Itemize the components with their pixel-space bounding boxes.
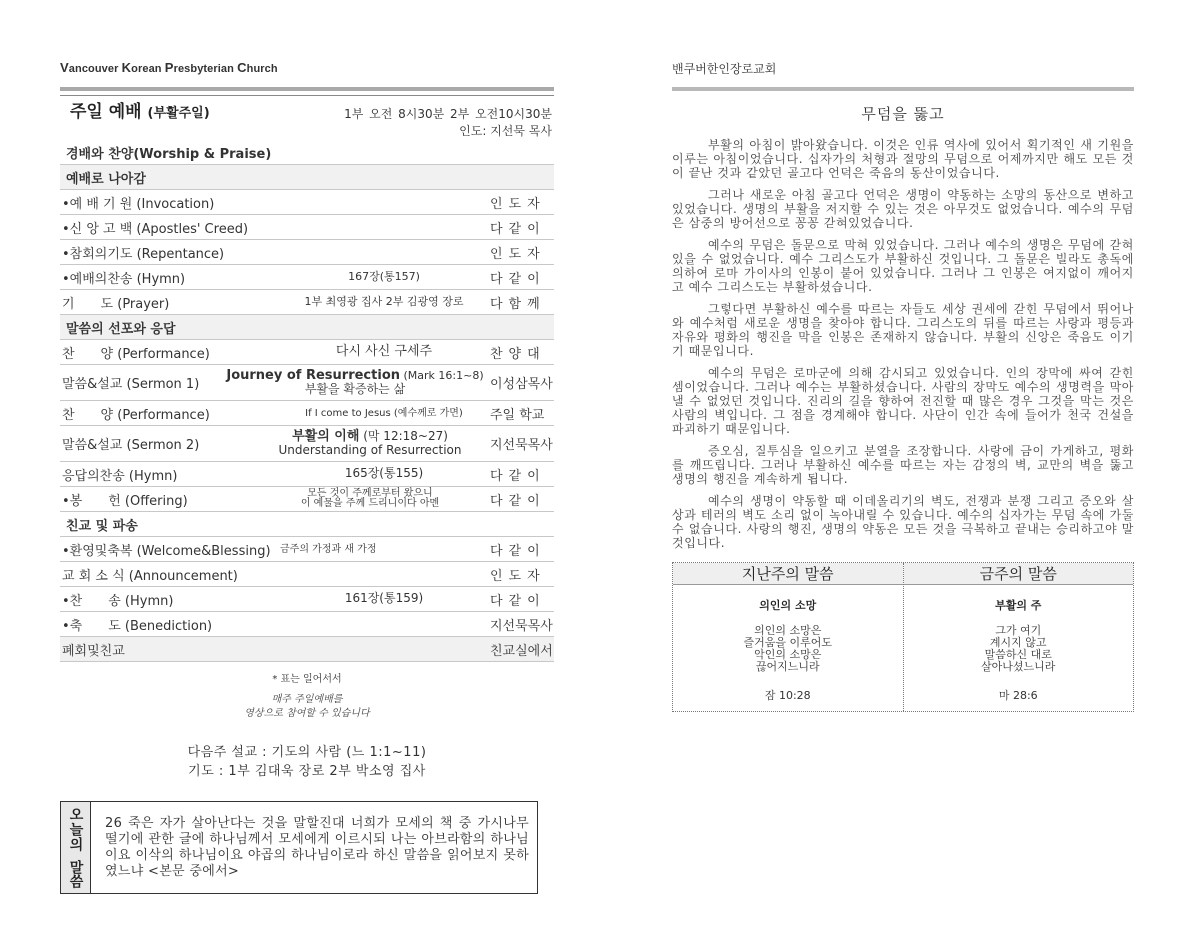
church-name-english: Vancouver Korean Presbyterian Church xyxy=(60,60,278,75)
program-item-person: 인도자 xyxy=(490,246,546,262)
worship-program xyxy=(60,95,554,662)
program-item-name: 교 회 소 식 (Announcement) xyxy=(62,568,238,584)
word-title: 의인의 소망 xyxy=(759,599,817,612)
program-item-name: •환영및축복 (Welcome&Blessing) xyxy=(62,543,271,559)
program-item-name: 찬 양 (Performance) xyxy=(62,346,210,362)
header-rule xyxy=(60,87,554,91)
program-item-person: 다같이 xyxy=(490,493,546,509)
program-row xyxy=(60,240,554,265)
program-item-detail: 161장(통159) xyxy=(344,591,424,606)
program-item-detail: 모든 것이 주께로부터 왔으니 이 예물을 주께 드리니이다 아멘 xyxy=(300,488,440,509)
program-item-detail: 부활의 이해 (막 12:18~27) Understanding of Resurrection xyxy=(278,428,462,458)
column-paragraph: 증오심, 질투심을 일으키고 분열을 조장합니다. 사랑에 금이 가게하고, 평화를 깨뜨립니다. 그러나 부활하신 예수를 따르는 자는 감정의 벽, 교만의 벽을 뚫고 생명의 행진을 계속하게 됩니다. xyxy=(672,444,1134,486)
program-item-name: 폐회및친교 xyxy=(62,643,125,659)
program-item-detail: Journey of Resurrection (Mark 16:1~8) 부활을 확증하는 삶 xyxy=(226,367,484,397)
section-heading: 말씀의 선포와 응답 xyxy=(60,315,554,340)
video-note: 매주 주일예배를 영상으로 참여할 수 있습니다 xyxy=(244,694,370,719)
weekly-words-table xyxy=(672,562,1134,712)
word-verse: 의인의 소망은 즐거움을 이루어도 악인의 소망은 끊어지느니라 xyxy=(743,624,832,673)
program-item-name: 기 도 (Prayer) xyxy=(62,296,170,312)
program-item-person: 다같이 xyxy=(490,468,546,484)
next-sermon: 다음주 설교 : 기도의 사람 (느 1:1~11) xyxy=(187,745,427,760)
column-title: 무덤을 뚫고 xyxy=(861,105,945,123)
word-verse: 그가 여기 계시지 않고 말씀하신 대로 살아나셨느니라 xyxy=(981,624,1056,673)
program-item-detail: If I come to Jesus (예수께로 가면) xyxy=(305,407,463,419)
program-row xyxy=(60,587,554,612)
program-item-person: 다같이 xyxy=(490,543,546,559)
next-week-info xyxy=(60,743,554,781)
program-row xyxy=(60,215,554,240)
program-item-name: •예 배 기 원 (Invocation) xyxy=(62,196,215,212)
program-item-person: 친교실에서 xyxy=(490,643,553,659)
section-heading: 경배와 찬양(Worship & Praise) xyxy=(60,140,554,165)
column-paragraph: 예수의 무덤은 돌문으로 막혀 있었습니다. 그러나 예수의 생명은 무덤에 갇혀 있을 수 없었습니다. 예수 그리스도가 부활하신 것입니다. 그 돌문은 빌라도 총독에 의하여 로마 가이사의 인봉이 붙어 있었습니다. 그러나 그 인봉은 여지없이 깨어지고 예수 그리스도는 부활하셨습니다. xyxy=(672,238,1134,294)
program-item-name: •봉 헌 (Offering) xyxy=(62,493,188,509)
last-week-word xyxy=(673,563,903,711)
program-row xyxy=(60,190,554,215)
service-leader: 인도: 지선묵 목사 xyxy=(459,124,552,138)
program-item-person: 인도자 xyxy=(490,568,546,584)
todays-word-box xyxy=(60,801,538,894)
program-row xyxy=(60,265,554,290)
program-item-person: 다같이 xyxy=(490,221,546,237)
program-row xyxy=(60,401,554,426)
program-item-name: 응답의찬송 (Hymn) xyxy=(62,468,178,484)
program-row xyxy=(60,562,554,587)
program-row xyxy=(60,637,554,662)
program-item-name: •축 도 (Benediction) xyxy=(62,618,213,634)
program-row xyxy=(60,290,554,315)
program-item-detail: 165장(통155) xyxy=(344,466,424,481)
section-heading: 예배로 나아감 xyxy=(60,165,554,190)
word-reference: 잠 10:28 xyxy=(764,689,811,702)
stand-note: * 표는 일어서서 xyxy=(272,674,342,685)
program-item-name: •찬 송 (Hymn) xyxy=(62,593,174,609)
program-item-name: •신 앙 고 백 (Apostles' Creed) xyxy=(62,221,249,237)
program-item-name: 말씀&설교 (Sermon 2) xyxy=(62,438,200,453)
program-item-person: 지선묵목사 xyxy=(490,438,553,453)
service-header xyxy=(60,96,554,122)
program-row xyxy=(60,612,554,637)
program-row xyxy=(60,365,554,401)
program-item-person: 다같이 xyxy=(490,271,546,287)
column-paragraph: 그렇다면 부활하신 예수를 따르는 자들도 세상 권세에 갇힌 무덤에서 뛰어나와 예수처럼 새로운 생명을 찾아야 합니다. 그리스도의 뒤를 따르는 사랑과 평등과 자유와 평화의 행진을 막을 인봉은 존재하지 않습니다. 부활의 신앙은 죽음도 이기기 때문입니다. xyxy=(672,302,1134,358)
program-row xyxy=(60,462,554,487)
program-row xyxy=(60,340,554,365)
word-reference: 마 28:6 xyxy=(998,689,1038,702)
header-rule xyxy=(672,87,1134,91)
program-item-person: 지선묵목사 xyxy=(490,618,553,634)
program-row xyxy=(60,426,554,462)
program-item-detail: 1부 최영광 집사 2부 김광영 장로 xyxy=(304,294,464,308)
program-item-person: 다같이 xyxy=(490,593,546,609)
program-item-name: 말씀&설교 (Sermon 1) xyxy=(62,377,200,392)
todays-word-text: 26 죽은 자가 살아난다는 것을 말할진대 너희가 모세의 책 중 가시나무 떨기에 관한 글에 하나님께서 모세에게 이르시되 나는 아브라함의 하나님이요 이삭의 하나님이요 야곱의 하나님이로라 하신 말씀을 읽어보지 못하였느냐 <본문 중에서> xyxy=(105,816,529,879)
service-title: 주일 예배 (부활주일) xyxy=(70,102,210,122)
this-week-word xyxy=(903,563,1134,711)
program-item-person: 인도자 xyxy=(490,196,546,212)
next-prayer: 기도 : 1부 김대욱 장로 2부 박소영 집사 xyxy=(188,764,426,779)
program-item-name: 찬 양 (Performance) xyxy=(62,407,210,423)
program-item-detail: 다시 사신 구세주 xyxy=(335,343,433,359)
column-paragraph: 예수의 무덤은 로마군에 의해 감시되고 있었습니다. 인의 장막에 싸여 갇힌 셈이었습니다. 그러나 예수는 부활하셨습니다. 사람의 장막도 예수의 생명력을 막아낼 수 없었던 것입니다. 진리의 길을 향하여 전진할 때 많은 경우 그것을 막는 것은 사람의 벽입니다. 그 점을 경계해야 합니다. 사단이 인간 속에 들어가 천국 건설을 파괴하기 때문입니다. xyxy=(672,366,1134,436)
program-row xyxy=(60,487,554,512)
program-item-person: 다함께 xyxy=(490,296,546,312)
column-paragraph: 예수의 생명이 약동할 때 이데올리기의 벽도, 전쟁과 분쟁 그리고 증오와 살상과 테러의 벽도 소리 없이 녹아내릴 수 있습니다. 예수의 십자가는 무덤 속에 가둘 수 없습니다. 사랑의 행진, 생명의 약동은 모든 것을 극복하고 끝내는 승리하고야 말 것입니다. xyxy=(672,494,1134,550)
program-item-detail: 금주의 가정과 새 가정 xyxy=(280,543,377,555)
program-row xyxy=(60,537,554,562)
bulletin-right-page xyxy=(672,60,1134,712)
bulletin-left-page xyxy=(60,60,554,894)
section-heading: 친교 및 파송 xyxy=(60,512,554,537)
word-title: 부활의 주 xyxy=(995,599,1042,612)
word-heading: 지난주의 말씀 xyxy=(673,563,903,585)
program-item-person: 주일 학교 xyxy=(490,407,545,423)
program-item-detail: 167장(통157) xyxy=(348,269,420,283)
column-paragraph: 부활의 아침이 밝아왔습니다. 이것은 인류 역사에 있어서 획기적인 새 기원을 이루는 아침이었습니다. 십자가의 처형과 절망의 무덤으로 어제까지만 해도 모든 것이 끝난 것과 같았던 골고다 언덕은 죽음의 동산이었습니다. xyxy=(672,138,1134,180)
program-item-name: •참회의기도 (Repentance) xyxy=(62,246,225,262)
word-heading: 금주의 말씀 xyxy=(904,563,1134,585)
column-paragraph: 그러나 새로운 아침 골고다 언덕은 생명이 약동하는 소망의 동산으로 변하고 있었습니다. 생명의 부활을 저지할 수 있는 것은 아무것도 없었습니다. 예수의 무덤은 삼중의 방어선으로 꽁꽁 갇혀있었습니다. xyxy=(672,188,1134,230)
todays-word-label: 오늘의 말씀 xyxy=(61,802,91,893)
program-item-name: •예배의찬송 (Hymn) xyxy=(62,271,186,287)
service-times: 1부 오전 8시30분 2부 오전10시30분 xyxy=(344,107,552,121)
church-name-korean: 밴쿠버한인장로교회 xyxy=(672,62,777,76)
program-item-person: 이성삼목사 xyxy=(490,377,553,392)
program-item-person: 찬양대 xyxy=(490,346,546,362)
column-body xyxy=(672,138,1134,550)
